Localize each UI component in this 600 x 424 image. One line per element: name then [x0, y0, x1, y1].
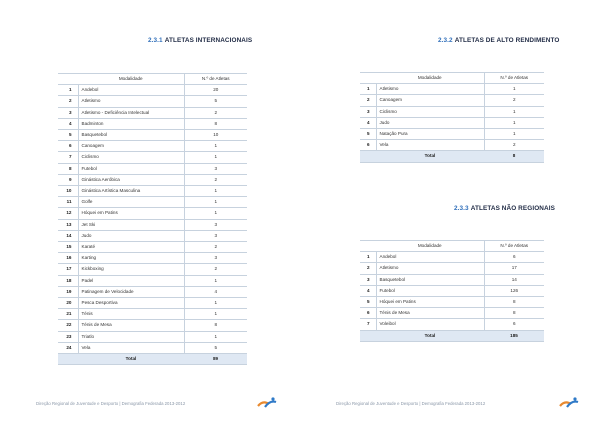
row-modalidade: Ginástica Artística Masculina — [78, 186, 184, 197]
table-row — [58, 298, 247, 309]
row-index: 4 — [360, 285, 376, 296]
row-modalidade: Judo — [376, 117, 484, 128]
row-index: 1 — [58, 85, 78, 96]
row-index: 1 — [360, 252, 376, 263]
row-modalidade: Ténis — [78, 309, 184, 320]
row-index: 16 — [58, 253, 78, 264]
section-heading-2-3-1 — [148, 37, 252, 44]
table-row — [360, 274, 544, 285]
row-modalidade: Padel — [78, 275, 184, 286]
row-index: 5 — [58, 130, 78, 141]
row-modalidade: Basquetebol — [78, 130, 184, 141]
table-row — [58, 331, 247, 342]
column-header-n-atletas: N.º de Atletas — [184, 74, 247, 85]
row-modalidade: Ciclismo — [78, 152, 184, 163]
row-index: 1 — [360, 84, 376, 95]
row-n-atletas: 1 — [184, 186, 247, 197]
row-n-atletas: 5 — [184, 96, 247, 107]
section-number: 2.3.2 — [438, 37, 453, 44]
row-index: 18 — [58, 275, 78, 286]
row-n-atletas: 8 — [184, 320, 247, 331]
row-modalidade: Atletismo — [376, 84, 484, 95]
table-row — [58, 197, 247, 208]
page-footer: Direção Regional de Juventude e Desporto | Demografia Federada 2013-2012 — [336, 401, 486, 406]
row-index: 7 — [360, 319, 376, 330]
table-row — [58, 208, 247, 219]
total-label: Total — [376, 151, 484, 162]
row-n-atletas: 1 — [184, 331, 247, 342]
row-n-atletas: 2 — [484, 140, 544, 151]
row-index: 6 — [58, 141, 78, 152]
row-index: 15 — [58, 242, 78, 253]
table-row — [58, 152, 247, 163]
section-title: ATLETAS INTERNACIONAIS — [164, 37, 253, 44]
table-row — [58, 242, 247, 253]
row-index: 5 — [360, 297, 376, 308]
table-total-row — [360, 151, 544, 162]
table-row — [360, 319, 544, 330]
table-atletas-alto-rendimento — [360, 72, 544, 163]
row-index: 21 — [58, 309, 78, 320]
row-modalidade: Hóquei em Patins — [78, 208, 184, 219]
row-modalidade: Badminton — [78, 118, 184, 129]
row-n-atletas: 1 — [184, 152, 247, 163]
table-row — [360, 252, 544, 263]
total-label: Total — [78, 354, 184, 365]
table-row — [58, 309, 247, 320]
row-index: 3 — [360, 274, 376, 285]
table-row — [360, 117, 544, 128]
table-header-row — [360, 241, 544, 252]
row-modalidade: Andebol — [376, 252, 484, 263]
row-modalidade: Triatlo — [78, 331, 184, 342]
row-modalidade: Futebol — [376, 285, 484, 296]
table-row — [360, 140, 544, 151]
table-row — [58, 320, 247, 331]
row-n-atletas: 14 — [484, 274, 544, 285]
row-n-atletas: 1 — [184, 298, 247, 309]
row-modalidade: Ginástica Aeróbica — [78, 174, 184, 185]
section-number: 2.3.1 — [148, 37, 163, 44]
row-modalidade: Vela — [376, 140, 484, 151]
row-n-atletas: 6 — [484, 252, 544, 263]
row-index: 9 — [58, 174, 78, 185]
section-title: ATLETAS NÃO REGIONAIS — [470, 205, 555, 212]
row-n-atletas: 3 — [184, 253, 247, 264]
row-n-atletas: 1 — [484, 106, 544, 117]
table-row — [58, 342, 247, 353]
table-row — [58, 163, 247, 174]
row-modalidade: Karaté — [78, 242, 184, 253]
row-n-atletas: 8 — [484, 297, 544, 308]
row-index: 17 — [58, 264, 78, 275]
table-row — [360, 95, 544, 106]
row-index: 4 — [58, 118, 78, 129]
row-n-atletas: 1 — [184, 309, 247, 320]
row-n-atletas: 2 — [484, 95, 544, 106]
row-n-atletas: 2 — [184, 264, 247, 275]
row-n-atletas: 2 — [184, 242, 247, 253]
table-row — [360, 285, 544, 296]
table-row — [360, 84, 544, 95]
row-modalidade: Patinagem de Velocidade — [78, 286, 184, 297]
table-row — [58, 141, 247, 152]
row-modalidade: Kickboxing — [78, 264, 184, 275]
row-index: 2 — [58, 96, 78, 107]
row-n-atletas: 10 — [184, 130, 247, 141]
table-row — [360, 308, 544, 319]
table-row — [58, 286, 247, 297]
row-index: 14 — [58, 230, 78, 241]
row-n-atletas: 20 — [184, 85, 247, 96]
row-n-atletas: 126 — [484, 285, 544, 296]
table-row — [360, 263, 544, 274]
table-row — [58, 275, 247, 286]
row-modalidade: Andebol — [78, 85, 184, 96]
column-header-modalidade: Modalidade — [376, 73, 484, 84]
page-footer: Direção Regional de Juventude e Desporto | Demografia Federada 2013-2012 — [36, 401, 186, 406]
row-index: 20 — [58, 298, 78, 309]
row-index: 7 — [58, 152, 78, 163]
row-index: 3 — [58, 107, 78, 118]
table-atletas-nao-regionais — [360, 240, 544, 342]
drjd-logo-icon — [256, 396, 278, 410]
total-value: 8 — [484, 151, 544, 162]
row-n-atletas: 1 — [184, 275, 247, 286]
row-n-atletas: 1 — [184, 141, 247, 152]
table-row — [360, 297, 544, 308]
column-header-modalidade: Modalidade — [78, 74, 184, 85]
row-index: 23 — [58, 331, 78, 342]
row-index: 13 — [58, 219, 78, 230]
section-heading-2-3-3 — [454, 205, 555, 212]
row-modalidade: Golfe — [78, 197, 184, 208]
row-modalidade: Atletismo — [376, 263, 484, 274]
row-n-atletas: 8 — [184, 118, 247, 129]
row-modalidade: Futebol — [78, 163, 184, 174]
table-row — [58, 219, 247, 230]
drjd-logo-icon — [558, 396, 580, 410]
row-n-atletas: 2 — [184, 174, 247, 185]
row-modalidade: Karting — [78, 253, 184, 264]
row-n-atletas: 3 — [184, 219, 247, 230]
row-index: 2 — [360, 263, 376, 274]
table-row — [58, 186, 247, 197]
table-row — [360, 106, 544, 117]
row-modalidade: Ténis de Mesa — [78, 320, 184, 331]
row-n-atletas: 1 — [484, 117, 544, 128]
row-index: 2 — [360, 95, 376, 106]
row-n-atletas: 6 — [484, 319, 544, 330]
row-index: 8 — [58, 163, 78, 174]
row-n-atletas: 1 — [184, 208, 247, 219]
row-modalidade: Hóquei em Patins — [376, 297, 484, 308]
row-n-atletas: 1 — [484, 129, 544, 140]
row-n-atletas: 2 — [184, 107, 247, 118]
row-index: 19 — [58, 286, 78, 297]
table-total-row — [360, 330, 544, 341]
row-modalidade: Atletismo — [78, 96, 184, 107]
section-title: ATLETAS DE ALTO RENDIMENTO — [454, 37, 560, 44]
row-n-atletas: 5 — [184, 342, 247, 353]
table-row — [58, 85, 247, 96]
row-modalidade: Voleibol — [376, 319, 484, 330]
table-row — [58, 107, 247, 118]
section-number: 2.3.3 — [454, 205, 469, 212]
table-header-row — [360, 73, 544, 84]
row-modalidade: Atletismo - Deficiência Intelectual — [78, 107, 184, 118]
row-index: 10 — [58, 186, 78, 197]
row-n-atletas: 4 — [184, 286, 247, 297]
row-index: 5 — [360, 129, 376, 140]
table-row — [58, 230, 247, 241]
row-modalidade: Canoagem — [78, 141, 184, 152]
row-modalidade: Basquetebol — [376, 274, 484, 285]
table-row — [58, 118, 247, 129]
table-row — [58, 96, 247, 107]
row-index: 12 — [58, 208, 78, 219]
row-n-atletas: 17 — [484, 263, 544, 274]
row-index: 3 — [360, 106, 376, 117]
table-row — [58, 264, 247, 275]
total-value: 89 — [184, 354, 247, 365]
row-modalidade: Jet Ski — [78, 219, 184, 230]
column-header-n-atletas: N.º de Atletas — [484, 241, 544, 252]
row-n-atletas: 8 — [484, 308, 544, 319]
row-index: 22 — [58, 320, 78, 331]
row-modalidade: Ténis de Mesa — [376, 308, 484, 319]
column-header-n-atletas: N.º de Atletas — [484, 73, 544, 84]
row-index: 4 — [360, 117, 376, 128]
total-label: Total — [376, 330, 484, 341]
row-index: 6 — [360, 308, 376, 319]
row-modalidade: Vela — [78, 342, 184, 353]
table-row — [58, 253, 247, 264]
row-index: 11 — [58, 197, 78, 208]
table-row — [58, 130, 247, 141]
row-modalidade: Natação Pura — [376, 129, 484, 140]
table-total-row — [58, 354, 247, 365]
row-modalidade: Canoagem — [376, 95, 484, 106]
row-index: 6 — [360, 140, 376, 151]
row-index: 24 — [58, 342, 78, 353]
row-modalidade: Judo — [78, 230, 184, 241]
section-heading-2-3-2 — [438, 37, 559, 44]
row-n-atletas: 1 — [184, 197, 247, 208]
row-n-atletas: 3 — [184, 163, 247, 174]
row-n-atletas: 1 — [484, 84, 544, 95]
total-value: 185 — [484, 330, 544, 341]
table-row — [360, 129, 544, 140]
row-modalidade: Ciclismo — [376, 106, 484, 117]
table-header-row — [58, 74, 247, 85]
row-n-atletas: 3 — [184, 230, 247, 241]
table-atletas-internacionais — [58, 73, 247, 365]
table-row — [58, 174, 247, 185]
column-header-modalidade: Modalidade — [376, 241, 484, 252]
page-right — [300, 0, 600, 424]
row-modalidade: Pesca Desportiva — [78, 298, 184, 309]
